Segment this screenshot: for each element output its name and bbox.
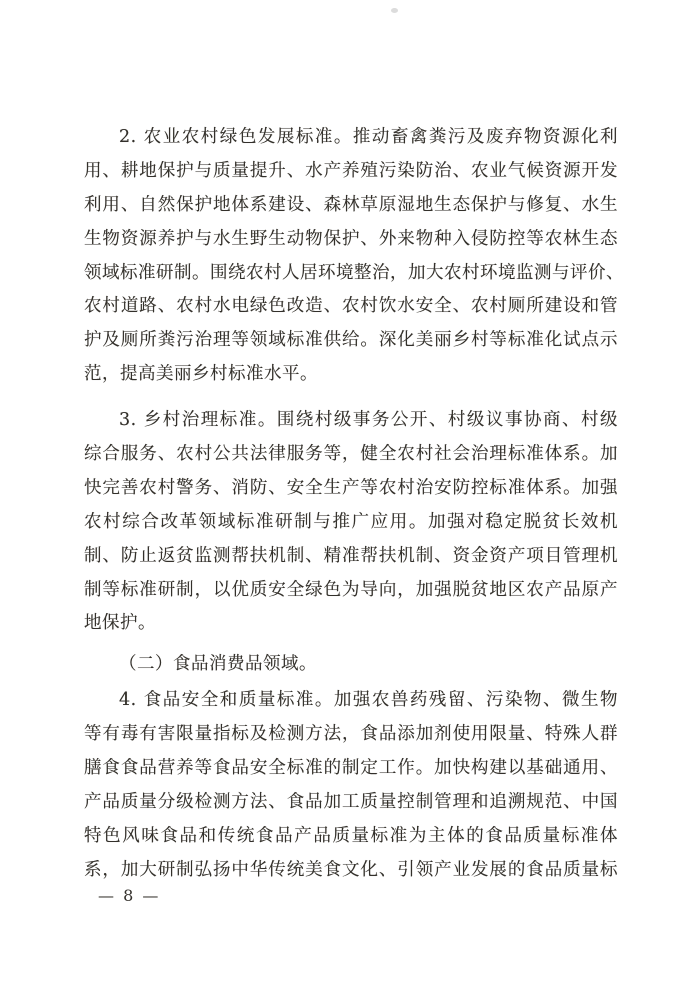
text-line: 制、防止返贫监测帮扶机制、精准帮扶机制、资金资产项目管理机 <box>84 545 618 566</box>
paragraph-item-3 <box>84 404 618 641</box>
text-line: 生物资源养护与水生野生动物保护、外来物种入侵防控等农林生态 <box>84 228 618 249</box>
text-line: 护及厕所粪污治理等领域标准供给。深化美丽乡村等标准化试点示 <box>84 330 618 351</box>
text-line: 4. 食品安全和质量标准。加强农兽药残留、污染物、微生物 <box>119 690 618 711</box>
text-line: 特色风味食品和传统食品产品质量标准为主体的食品质量标准体 <box>84 825 618 846</box>
page-number: — 8 — <box>98 886 161 905</box>
text-line: 用、耕地保护与质量提升、水产养殖污染防治、农业气候资源开发 <box>84 160 618 181</box>
paragraph-item-2 <box>84 121 624 392</box>
text-line: 2. 农业农村绿色发展标准。推动畜禽粪污及废弃物资源化利 <box>119 127 618 147</box>
text-line: 3. 乡村治理标准。围绕村级事务公开、村级议事协商、村级 <box>119 410 618 431</box>
text-line: 领域标准研制。围绕农村人居环境整治，加大农村环境监测与评价、 <box>84 262 624 283</box>
text-line: 等有毒有害限量指标及检测方法，食品添加剂使用限量、特殊人群 <box>84 724 618 745</box>
text-line: 膳食食品营养等食品安全标准的制定工作。加快构建以基础通用、 <box>84 758 618 779</box>
text-line: 综合服务、农村公共法律服务等，健全农村社会治理标准体系。加 <box>84 444 618 465</box>
text-line: 系，加大研制弘扬中华传统美食文化、引领产业发展的食品质量标 <box>84 859 618 880</box>
document-text-block <box>84 121 624 888</box>
paragraph-item-4 <box>84 684 618 887</box>
scan-artifact-dot <box>391 8 398 13</box>
text-line: 制等标准研制，以优质安全绿色为导向，加强脱贫地区农产品原产 <box>84 579 618 600</box>
text-line: 范，提高美丽乡村标准水平。 <box>84 364 318 385</box>
text-line: 农村道路、农村水电绿色改造、农村饮水安全、农村厕所建设和管 <box>84 296 618 317</box>
text-line: 农村综合改革领域标准研制与推广应用。加强对稳定脱贫长效机 <box>84 511 618 532</box>
section-heading: （二）食品消费品领域。 <box>119 654 317 675</box>
text-line: 地保护。 <box>84 613 156 634</box>
text-line: 快完善农村警务、消防、安全生产等农村治安防控标准体系。加强 <box>84 477 618 498</box>
text-line: 产品质量分级检测方法、食品加工质量控制管理和追溯规范、中国 <box>84 791 618 812</box>
text-line: 利用、自然保护地体系建设、森林草原湿地生态保护与修复、水生 <box>84 194 618 215</box>
